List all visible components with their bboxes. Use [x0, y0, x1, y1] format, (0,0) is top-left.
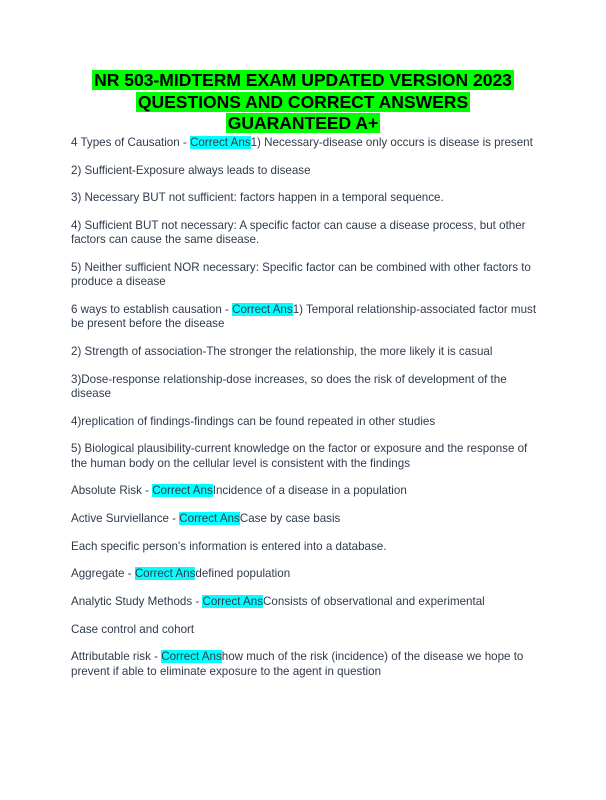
- qa-entry: [71, 512, 541, 526]
- paragraph: 5) Neither sufficient NOR necessary: Specific factor can be combined with other factors to produce a disease: [71, 261, 531, 289]
- title-line: NR 503-MIDTERM EXAM UPDATED VERSION 2023: [94, 70, 512, 90]
- qa-entry: [71, 484, 541, 498]
- question-text: Active Surviellance -: [71, 512, 180, 526]
- question-text: 4 Types of Causation -: [71, 136, 191, 149]
- answer-label: Correct Ans: [179, 512, 240, 526]
- answer-text: 1) Temporal relationship-associated factor must be present before the disease: [71, 303, 537, 331]
- paragraph: Each specific person's information is entered into a database.: [71, 539, 387, 553]
- qa-entry: [71, 303, 541, 332]
- question-text: Analytic Study Methods -: [71, 595, 203, 609]
- paragraph: 3) Necessary BUT not sufficient: factors happen in a temporal sequence.: [71, 191, 444, 205]
- paragraph: Case control and cohort: [71, 622, 195, 636]
- answer-text: Incidence of a disease in a population: [212, 484, 407, 498]
- answer-text: Case by case basis: [239, 512, 341, 526]
- title-line: GUARANTEED A+: [227, 113, 379, 133]
- document-body: [71, 136, 541, 692]
- answer-text: how much of the risk (incidence) of the disease we hope to prevent if able to eliminate exposure to the agent in question: [71, 650, 524, 678]
- paragraph: 2) Sufficient-Exposure always leads to disease: [71, 163, 311, 177]
- answer-text: defined population: [195, 567, 291, 581]
- question-text: 6 ways to establish causation -: [71, 303, 233, 317]
- answer-label: Correct Ans: [134, 567, 196, 581]
- qa-entry: [71, 650, 541, 679]
- answer-label: Correct Ans: [232, 303, 293, 317]
- answer-label: Correct Ans: [161, 650, 222, 664]
- paragraph: 4)replication of findings-findings can be found repeated in other studies: [71, 414, 436, 428]
- answer-label: Correct Ans: [190, 136, 251, 149]
- paragraph: 3)Dose-response relationship-dose increases, so does the risk of development of the disease: [71, 372, 507, 400]
- qa-entry: [71, 136, 541, 150]
- answer-label: Correct Ans: [202, 595, 264, 609]
- qa-entry: [71, 567, 541, 581]
- document-title: [60, 70, 546, 135]
- paragraph: 5) Biological plausibility-current knowledge on the factor or exposure and the response of the human body on the cellular level is consistent with the findings: [71, 442, 528, 470]
- paragraph: 2) Strength of association-The stronger the relationship, the more likely it is casual: [71, 345, 493, 359]
- answer-text: 1) Necessary-disease only occurs is disease is present: [250, 136, 533, 149]
- answer-text: Consists of observational and experimental: [263, 595, 485, 609]
- question-text: Absolute Risk -: [71, 484, 153, 498]
- paragraph: 4) Sufficient BUT not necessary: A specific factor can cause a disease process, but other factors can cause the same disease.: [71, 219, 526, 247]
- question-text: Aggregate -: [71, 567, 135, 581]
- qa-entry: [71, 595, 541, 609]
- title-line: QUESTIONS AND CORRECT ANSWERS: [137, 91, 469, 112]
- answer-label: Correct Ans: [152, 484, 213, 498]
- question-text: Attributable risk -: [71, 650, 162, 664]
